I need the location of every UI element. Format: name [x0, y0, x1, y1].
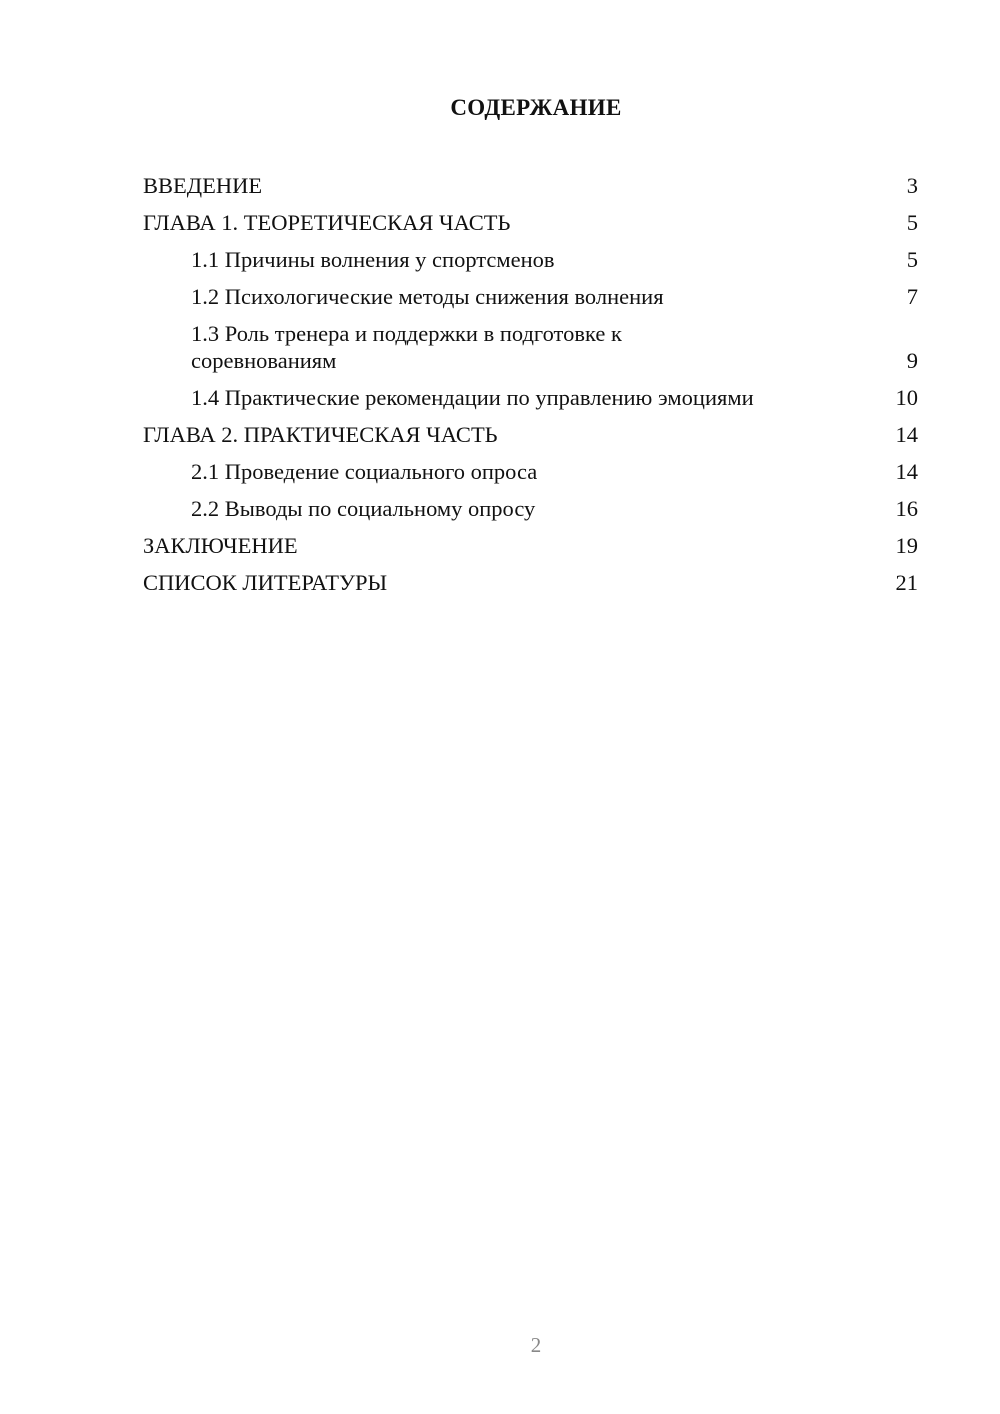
toc-entry-page: 9 — [906, 348, 918, 373]
toc-entry-page: 21 — [895, 570, 918, 595]
toc-entry[interactable] — [143, 246, 918, 273]
toc-title: СОДЕРЖАНИЕ — [450, 95, 622, 120]
toc-entry[interactable] — [143, 384, 918, 411]
toc-entry-label: ВВЕДЕНИЕ — [143, 173, 263, 198]
toc-entry-page: 10 — [895, 385, 918, 410]
toc-entry-page: 14 — [895, 459, 918, 484]
toc-entry-label: 2.1 Проведение социального опроса — [191, 459, 538, 484]
toc-entry-label: 1.4 Практические рекомендации по управлению эмоциями — [191, 385, 754, 410]
toc-entry[interactable] — [143, 320, 918, 374]
toc-entry-label: ГЛАВА 1. ТЕОРЕТИЧЕСКАЯ ЧАСТЬ — [143, 210, 511, 235]
toc-entry[interactable] — [143, 569, 918, 596]
toc-entry[interactable] — [143, 532, 918, 559]
toc-entry[interactable] — [143, 209, 918, 236]
toc-entry[interactable] — [143, 172, 918, 199]
table-of-contents — [143, 168, 918, 596]
toc-entry[interactable] — [143, 458, 918, 485]
toc-entry-page: 19 — [895, 533, 918, 558]
toc-entry-label: 1.2 Психологические методы снижения волнения — [191, 284, 664, 309]
toc-entry[interactable] — [143, 283, 918, 310]
toc-entry-page: 16 — [895, 496, 918, 521]
toc-entry-label: 1.1 Причины волнения у спортсменов — [191, 247, 555, 272]
page-number: 2 — [530, 1333, 542, 1357]
toc-entry-page: 7 — [906, 284, 918, 309]
toc-entry-page: 5 — [906, 247, 918, 272]
toc-entry-page: 3 — [906, 173, 918, 198]
toc-entry[interactable] — [143, 421, 918, 448]
toc-entry-label: 1.3 Роль тренера и поддержки в подготовке к соревнованиям — [191, 321, 622, 373]
toc-entry-label: ГЛАВА 2. ПРАКТИЧЕСКАЯ ЧАСТЬ — [143, 422, 498, 447]
toc-entry-label: ЗАКЛЮЧЕНИЕ — [143, 533, 298, 558]
toc-entry-page: 14 — [895, 422, 918, 447]
toc-entry-label: СПИСОК ЛИТЕРАТУРЫ — [143, 570, 388, 595]
toc-entry[interactable] — [143, 495, 918, 522]
toc-entry-label: 2.2 Выводы по социальному опросу — [191, 496, 536, 521]
toc-entry-page: 5 — [906, 210, 918, 235]
